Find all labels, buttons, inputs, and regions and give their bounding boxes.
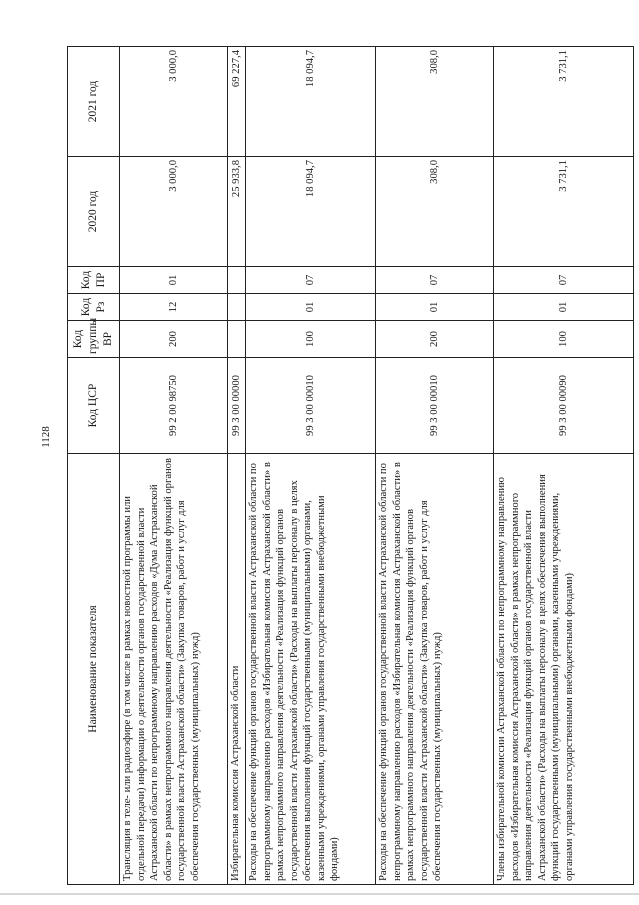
cell-csr: 99 3 00 00010 bbox=[376, 358, 494, 454]
cell-rz: 01 bbox=[246, 294, 376, 321]
cell-pr: 01 bbox=[120, 267, 228, 294]
cell-2021: 18 094,7 bbox=[246, 47, 376, 157]
cell-name: Расходы на обеспечение функций органов государственной власти Астраханской области по непрограммному направлению расходов «Избирательная комиссия Астраханской области» в рамках непрограммного направления деятельности «Реализация функций органов государственной власти Астраханской области» (Закупка товаров, работ и услуг для обеспечения государственных (муниципальных) нужд) bbox=[376, 454, 494, 885]
cell-name: Избирательная комиссия Астраханской области bbox=[228, 454, 246, 885]
table-row bbox=[494, 47, 634, 885]
header-2021: 2021 год bbox=[68, 47, 120, 157]
cell-2020: 25 933,8 bbox=[228, 157, 246, 267]
cell-2021: 308,0 bbox=[376, 47, 494, 157]
cell-2020: 3 000,0 bbox=[120, 157, 228, 267]
cell-pr: 07 bbox=[246, 267, 376, 294]
budget-table bbox=[67, 46, 634, 885]
header-vr: Код группы ВР bbox=[68, 321, 120, 358]
table-row bbox=[120, 47, 228, 885]
header-pr: Код ПР bbox=[68, 267, 120, 294]
cell-vr: 200 bbox=[120, 321, 228, 358]
page-number: 1128 bbox=[40, 426, 52, 448]
cell-rz: 01 bbox=[494, 294, 634, 321]
cell-2021: 3 000,0 bbox=[120, 47, 228, 157]
cell-vr bbox=[228, 321, 246, 358]
cell-vr: 200 bbox=[376, 321, 494, 358]
cell-rz bbox=[228, 294, 246, 321]
cell-2020: 18 094,7 bbox=[246, 157, 376, 267]
cell-pr: 07 bbox=[494, 267, 634, 294]
rotated-table-container bbox=[67, 47, 633, 885]
header-2020: 2020 год bbox=[68, 157, 120, 267]
cell-csr: 99 3 00 00090 bbox=[494, 358, 634, 454]
cell-vr: 100 bbox=[494, 321, 634, 358]
header-rz: Код Рз bbox=[68, 294, 120, 321]
cell-pr bbox=[228, 267, 246, 294]
cell-csr: 99 2 00 98750 bbox=[120, 358, 228, 454]
header-name: Наименование показателя bbox=[68, 454, 120, 885]
cell-2020: 3 731,1 bbox=[494, 157, 634, 267]
cell-rz: 12 bbox=[120, 294, 228, 321]
scan-edge-line bbox=[0, 893, 639, 895]
cell-2021: 3 731,1 bbox=[494, 47, 634, 157]
cell-vr: 100 bbox=[246, 321, 376, 358]
cell-csr: 99 3 00 00010 bbox=[246, 358, 376, 454]
header-csr: Код ЦСР bbox=[68, 358, 120, 454]
table-row bbox=[376, 47, 494, 885]
table-header-row bbox=[68, 47, 120, 885]
cell-name: Члены избирательной комиссии Астраханской области по непрограммному направлению расходов «Избирательная комиссия Астраханской области» в рамках непрограммного направления деятельности «Реализация функций органов государственной власти Астраханской области» (Расходы на выплаты персоналу в целях обеспечения выполнения функций государственными (муниципальными) органами, казенными учреждениями, органами управления государственными внебюджетными фондами) bbox=[494, 454, 634, 885]
cell-rz: 01 bbox=[376, 294, 494, 321]
table-row bbox=[246, 47, 376, 885]
table-row bbox=[228, 47, 246, 885]
cell-2020: 308,0 bbox=[376, 157, 494, 267]
cell-csr: 99 3 00 00000 bbox=[228, 358, 246, 454]
cell-2021: 69 227,4 bbox=[228, 47, 246, 157]
cell-name: Трансляция в теле- или радиоэфире (в том числе в рамках новостной программы или отдельной передачи) информации о деятельности органов государственной власти Астраханской области по непрограммному направлению расходов «Дума Астраханской области» в рамках непрограммного направления деятельности «Реализация функций органов государственной власти Астраханской области» (Закупка товаров, работ и услуг для обеспечения государственных (муниципальных) нужд) bbox=[120, 454, 228, 885]
cell-name: Расходы на обеспечение функций органов государственной власти Астраханской области по непрограммному направлению расходов «Избирательная комиссия Астраханской области» в рамках непрограммного направления деятельности «Реализация функций органов государственной власти Астраханской области» (Расходы на выплаты персоналу в целях обеспечения выполнения функций государственными (муниципальными) органами, казенными учреждениями, органами управления государственными внебюджетными фондами) bbox=[246, 454, 376, 885]
cell-pr: 07 bbox=[376, 267, 494, 294]
